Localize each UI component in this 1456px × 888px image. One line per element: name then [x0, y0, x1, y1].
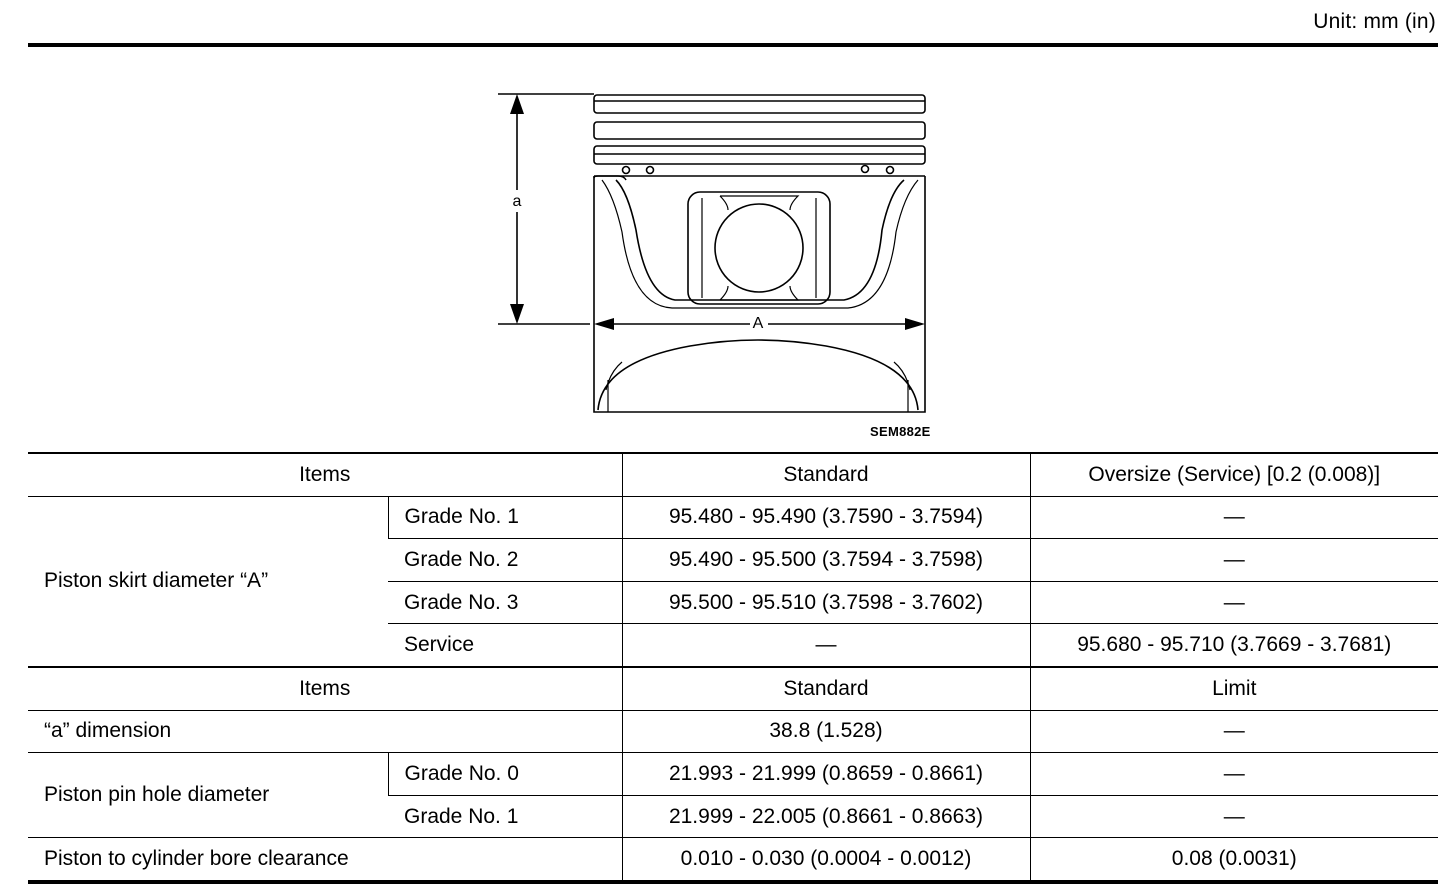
header-items: Items	[28, 453, 622, 496]
ring-land-2	[594, 122, 925, 139]
standard-cell: 95.480 - 95.490 (3.7590 - 3.7594)	[622, 496, 1030, 539]
standard-cell: 38.8 (1.528)	[622, 710, 1030, 753]
arrowhead-up	[510, 94, 524, 114]
unit-label: Unit: mm (in)	[1313, 10, 1436, 33]
grade-cell: Grade No. 1	[388, 795, 622, 838]
oversize-cell: —	[1030, 581, 1438, 624]
table-row	[28, 753, 1438, 796]
grade-cell: Grade No. 0	[388, 753, 622, 796]
header-standard: Standard	[622, 453, 1030, 496]
limit-cell: —	[1030, 710, 1438, 753]
figure-code: SEM882E	[870, 424, 931, 439]
piston-diagram	[490, 80, 950, 445]
pin-hole-label: Piston pin hole diameter	[28, 753, 388, 838]
header-oversize: Oversize (Service) [0.2 (0.008)]	[1030, 453, 1438, 496]
oversize-cell: —	[1030, 539, 1438, 582]
oil-hole	[887, 167, 894, 174]
standard-cell: 21.999 - 22.005 (0.8661 - 0.8663)	[622, 795, 1030, 838]
grade-cell: Service	[388, 624, 622, 667]
arrowhead-left	[594, 318, 614, 330]
standard-cell: 95.500 - 95.510 (3.7598 - 3.7602)	[622, 581, 1030, 624]
dimension-label-A: A	[752, 315, 764, 332]
clearance-label: Piston to cylinder bore clearance	[28, 838, 622, 882]
standard-cell: —	[622, 624, 1030, 667]
limit-cell: 0.08 (0.0031)	[1030, 838, 1438, 882]
table-row	[28, 838, 1438, 882]
arrowhead-right	[905, 318, 925, 330]
table-row	[28, 496, 1438, 539]
header-row	[28, 453, 1438, 496]
piston-spec-table	[28, 452, 1438, 884]
top-rule	[28, 43, 1438, 47]
oil-hole	[647, 167, 654, 174]
arrowhead-down	[510, 304, 524, 324]
ring-land-1	[594, 95, 925, 113]
grade-cell: Grade No. 1	[388, 496, 622, 539]
skirt-arc	[598, 340, 918, 410]
standard-cell: 0.010 - 0.030 (0.0004 - 0.0012)	[622, 838, 1030, 882]
oversize-cell: 95.680 - 95.710 (3.7669 - 3.7681)	[1030, 624, 1438, 667]
header-items: Items	[28, 667, 622, 710]
limit-cell: —	[1030, 795, 1438, 838]
oversize-cell: —	[1030, 496, 1438, 539]
a-dimension-label: “a” dimension	[28, 710, 622, 753]
header-limit: Limit	[1030, 667, 1438, 710]
piston-pin-hole	[715, 204, 803, 292]
standard-cell: 21.993 - 21.999 (0.8659 - 0.8661)	[622, 753, 1030, 796]
ring-land-3	[594, 146, 925, 164]
dimension-label-a: a	[512, 193, 522, 210]
skirt-cutout	[616, 180, 904, 300]
grade-cell: Grade No. 3	[388, 581, 622, 624]
standard-cell: 95.490 - 95.500 (3.7594 - 3.7598)	[622, 539, 1030, 582]
oil-hole	[862, 166, 869, 173]
pin-boss	[688, 192, 830, 304]
header-row	[28, 667, 1438, 710]
limit-cell: —	[1030, 753, 1438, 796]
skirt-diameter-label: Piston skirt diameter “A”	[28, 496, 388, 667]
header-standard: Standard	[622, 667, 1030, 710]
grade-cell: Grade No. 2	[388, 539, 622, 582]
table-row	[28, 710, 1438, 753]
oil-hole	[623, 167, 630, 174]
